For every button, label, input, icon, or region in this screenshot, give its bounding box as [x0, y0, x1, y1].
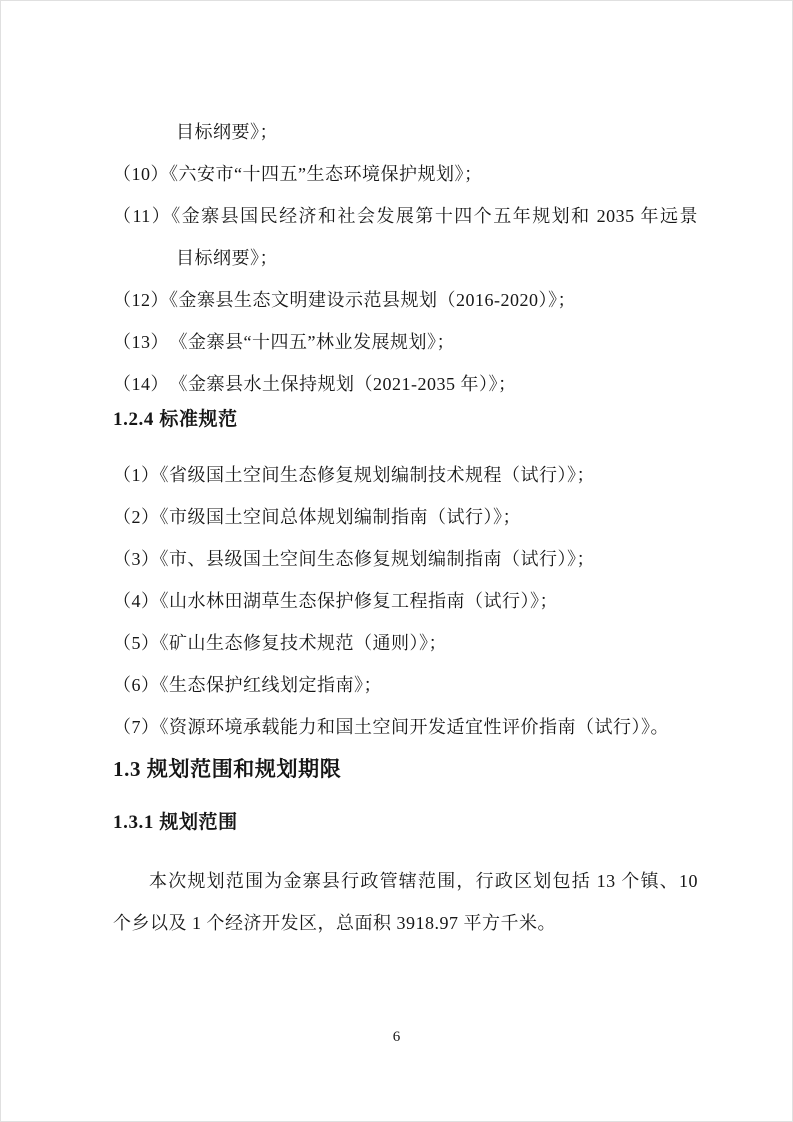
standard-item-1: （1）《省级国土空间生态修复规划编制技术规程（试行）》；: [113, 465, 595, 485]
body-paragraph-line-2: 个乡以及 1 个经济开发区，总面积 3918.97 平方千米。: [113, 913, 556, 933]
standard-item-2: （2）《市级国土空间总体规划编制指南（试行）》；: [113, 507, 521, 527]
standard-item-7: （7）《资源环境承载能力和国土空间开发适宜性评价指南（试行）》。: [113, 717, 669, 737]
page-content: [113, 111, 698, 944]
list-item-9-wrapped-line: 目标纲要》；: [176, 122, 278, 142]
standard-item-6: （6）《生态保护红线划定指南》；: [113, 675, 382, 695]
section-heading-1-2-4: 1.2.4 标准规范: [113, 409, 238, 430]
list-item-13: （13） 《金寨县“十四五”林业发展规划》；: [113, 332, 455, 352]
list-item-14: （14） 《金寨县水土保持规划（2021-2035 年）》；: [113, 374, 517, 394]
standard-item-5: （5）《矿山生态修复技术规范（通则）》；: [113, 633, 447, 653]
list-item-11-line-1: （11）《金寨县国民经济和社会发展第十四个五年规划和 2035 年远景: [113, 206, 698, 226]
list-item-10: （10）《六安市“十四五”生态环境保护规划》；: [113, 164, 483, 184]
list-item-11-line-2: 目标纲要》；: [176, 248, 278, 268]
body-paragraph-line-1: 本次规划范围为金寨县行政管辖范围，行政区划包括 13 个镇、10: [149, 871, 698, 891]
section-heading-1-3-1: 1.3.1 规划范围: [113, 812, 238, 833]
list-item-12: （12）《金寨县生态文明建设示范县规划（2016-2020）》；: [113, 290, 576, 310]
page-number: 6: [392, 1029, 401, 1045]
section-heading-1-3: 1.3 规划范围和规划期限: [113, 757, 342, 781]
standard-item-4: （4）《山水林田湖草生态保护修复工程指南（试行）》；: [113, 591, 558, 611]
standard-item-3: （3）《市、县级国土空间生态修复规划编制指南（试行）》；: [113, 549, 595, 569]
